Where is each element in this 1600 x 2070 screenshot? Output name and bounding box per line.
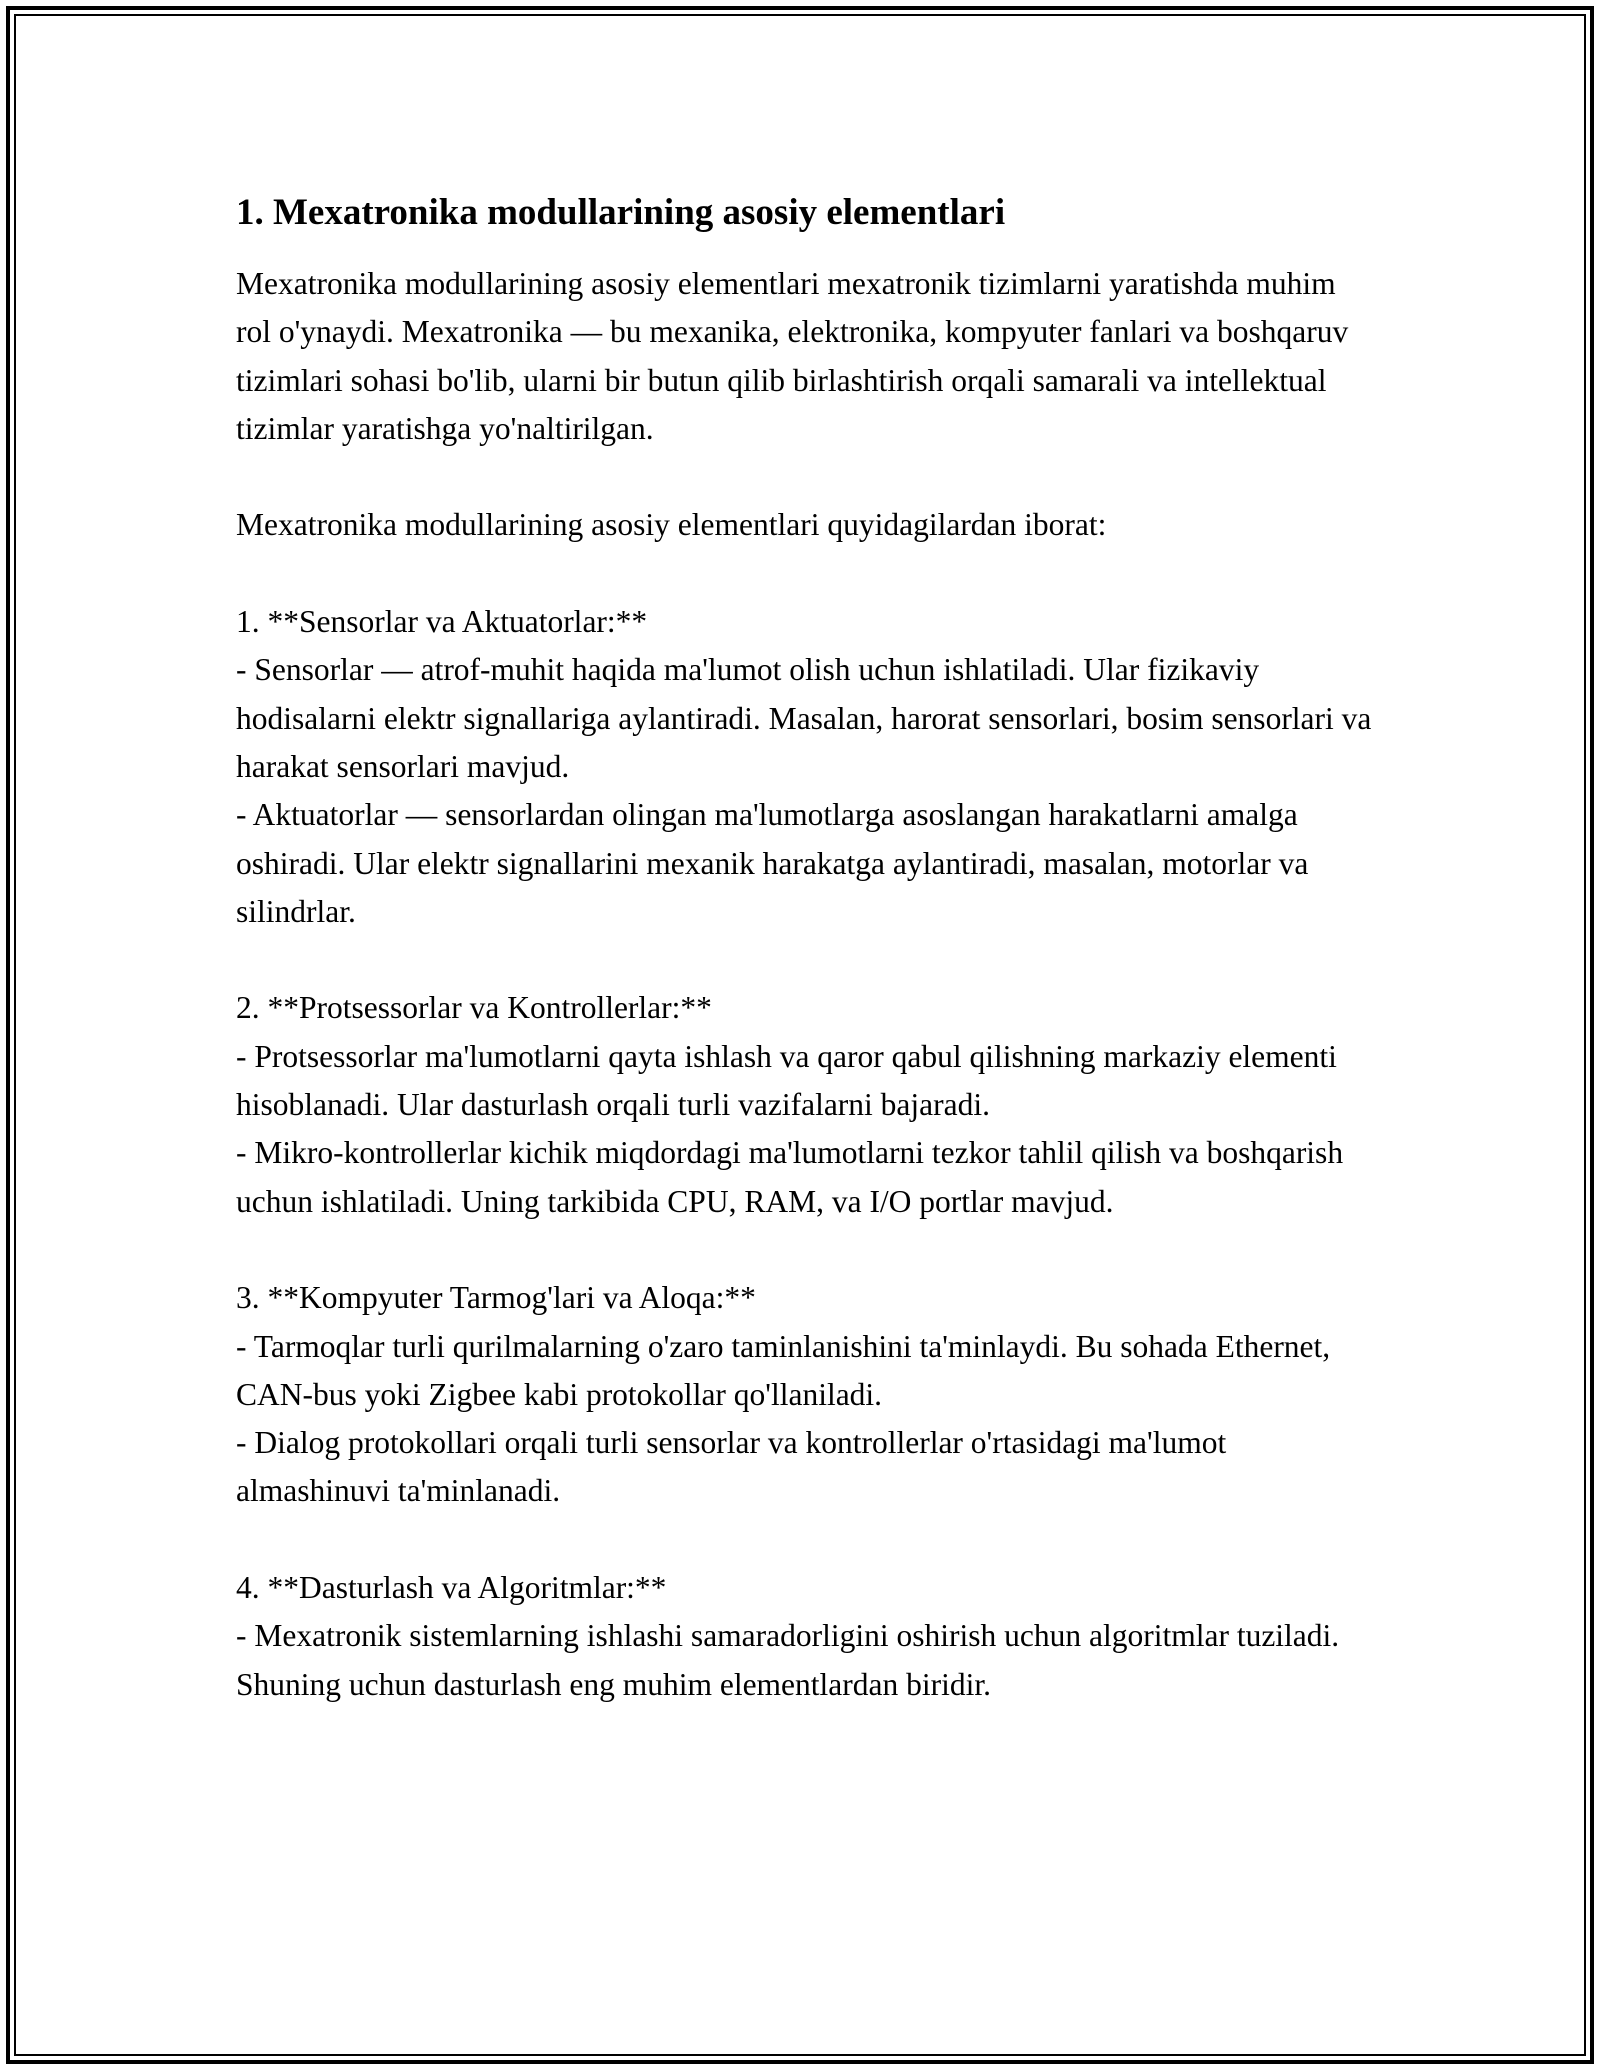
document-body-text: Mexatronika modullarining asosiy elementlari mexatronik tizimlarni yaratishda muhim rol o'ynaydi. Mexatronika — bu mexanika, elektronika, kompyuter fanlari va boshqaruv tizimlari sohasi bo'lib, ularni bir butun qilib birlashtirish orqali samarali va intellektual tizimlar yaratishga yo'naltirilgan. Mexatronika modullarining asosiy elementlari quyidagilardan iborat: 1. **Sensorlar va Aktuatorlar:** - Sensorlar — atrof-muhit haqida ma'lumot olish uchun ishlatiladi. Ular fizikaviy hodisalarni elektr signallariga aylantiradi. Masalan, harorat sensorlari, bosim sensorlari va harakat sensorlari mavjud. - Aktuatorlar — sensorlardan olingan ma'lumotlarga asoslangan harakatlarni amalga oshiradi. Ular elektr signallarini mexanik harakatga aylantiradi, masalan, motorlar va silindrlar. 2. **Protsessorlar va Kontrollerlar:** - Protsessorlar ma'lumotlarni qayta ishlash va qaror qabul qilishning markaziy elementi hisoblanadi. Ular dasturlash orqali turli vazifalarni bajaradi. - Mikro-kontrollerlar kichik miqdordagi ma'lumotlarni tezkor tahlil qilish va boshqarish uchun ishlatiladi. Uning tarkibida CPU, RAM, va I/O portlar mavjud. 3. **Kompyuter Tarmog'lari va Aloqa:** - Tarmoqlar turli qurilmalarning o'zaro taminlanishini ta'minlaydi. Bu sohada Ethernet, CAN-bus yoki Zigbee kabi protokollar qo'llaniladi. - Dialog protokollari orqali turli sensorlar va kontrollerlar o'rtasidagi ma'lumot almashinuvi ta'minlanadi. 4. **Dasturlash va Algoritmlar:** - Mexatronik sistemlarning ishlashi samaradorligini oshirish uchun algoritmlar tuziladi. Shuning uchun dasturlash eng muhim elementlardan biridir. [236,266,1372,1702]
document-content [236,188,1376,1709]
document-title: 1. Mexatronika modullarining asosiy elementlari [236,192,1006,233]
